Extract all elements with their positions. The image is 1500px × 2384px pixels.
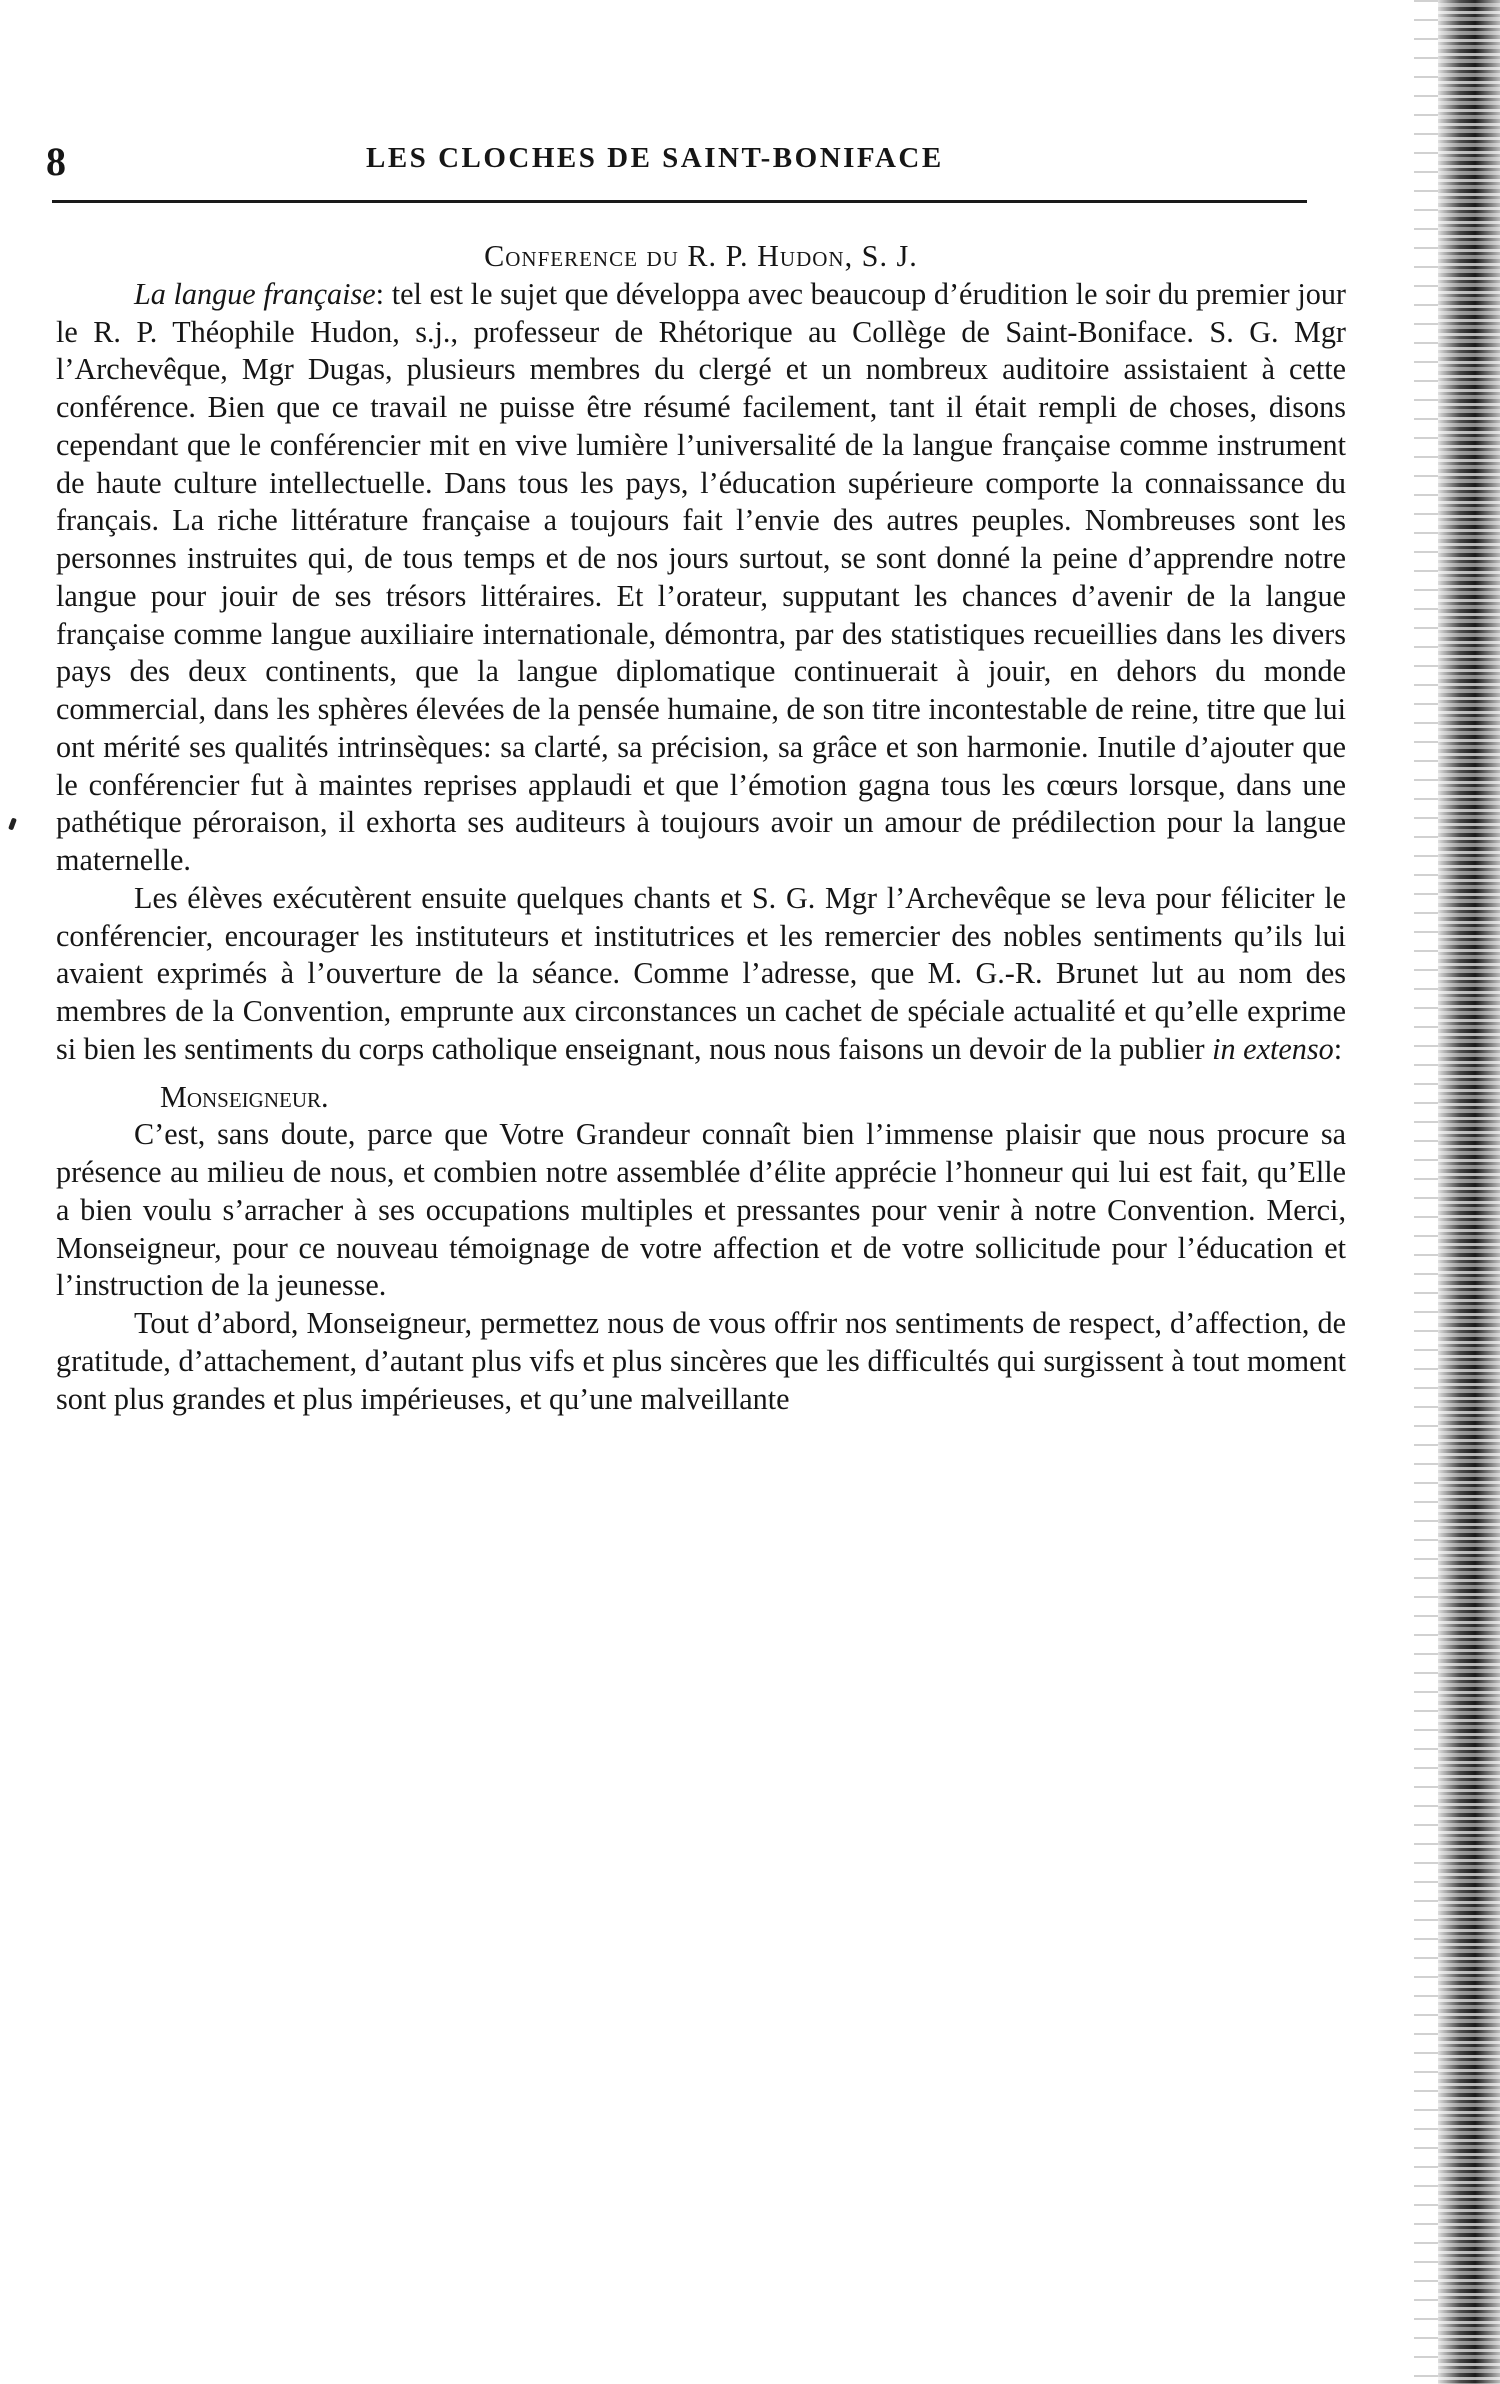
body-text <box>56 238 1346 1418</box>
letter-paragraph: C’est, sans doute, parce que Votre Grandeur connaît bien l’immense plaisir que nous procure sa présence au milieu de nous, et combien notre assemblée d’élite apprécie l’honneur qui lui est fait, qu’Elle a bien voulu s’arracher à ses occupations multiples et pressantes pour venir à notre Convention. Merci, Monseigneur, pour ce nouveau témoignage de votre affection et de votre sollicitude pour l’éducation et l’instruction de la jeunesse. <box>56 1117 1346 1303</box>
book-binding-edge <box>1438 0 1500 2384</box>
page-number: 8 <box>46 139 66 184</box>
binding-shadow <box>1414 0 1438 2384</box>
paragraph-trail-italic: in extenso <box>1212 1031 1334 1066</box>
letter-salutation: Monseigneur. <box>160 1079 329 1114</box>
paragraph-text: : tel est le sujet que développa avec beaucoup d’érudition le soir du premier jour le R. P. Théophile Hudon, s.j., professeur de Rhétorique au Collège de Saint-Boniface. S. G. Mgr l’Archevêque, Mgr Dugas, plusieurs membres du clergé et un nombreux auditoire assistaient à cette conférence. Bien que ce travail ne puisse être résumé facilement, tant il était rempli de choses, disons cependant que le conférencier mit en vive lumière l’universalité de la langue française comme instrument de haute culture intellectuelle. Dans tous les pays, l’éducation supérieure comporte la connaissance du français. La riche littérature française a toujours fait l’envie des autres peuples. Nombreuses sont les personnes instruites qui, de tous temps et de nos jours surtout, se sont donné la peine d’apprendre notre langue pour jouir de ses trésors littéraires. Et l’orateur, supputant les chances d’avenir de la langue française comme langue auxiliaire internationale, démontra, par des statistiques recueillies dans les divers pays des deux continents, que la langue diplomatique continuerait à jouir, en dehors du monde commercial, dans les sphères élevées de la pensée humaine, de son titre incontestable de reine, titre que lui ont mérité ses qualités intrinsèques: sa clarté, sa précision, sa grâce et son harmonie. Inutile d’ajouter que le conférencier fut à maintes reprises applaudi et que l’émotion gagna tous les cœurs lorsque, dans une pathétique péroraison, il exhorta ses auditeurs à toujours avoir un amour de prédilection pour la langue maternelle. <box>56 276 1346 877</box>
paragraph-archbishop <box>56 880 1346 1069</box>
ink-speck <box>8 818 17 831</box>
paragraph-conference <box>56 276 1346 880</box>
running-header <box>46 138 1306 186</box>
paragraph-text: Les élèves exécutèrent ensuite quelques chants et S. G. Mgr l’Archevêque se leva pour féliciter le conférencier, encourager les instituteurs et institutrices et les remercier des nobles sentiments qu’ils lui avaient exprimés à l’ouverture de la séance. Comme l’adresse, que M. G.-R. Brunet lut au nom des membres de la Convention, emprunte aux circonstances un cachet de spéciale actualité et qu’elle exprime si bien les sentiments du corps catholique enseignant, nous nous faisons un devoir de la publier <box>56 880 1346 1066</box>
running-title: LES CLOCHES DE SAINT-BONIFACE <box>366 142 944 174</box>
header-rule <box>52 200 1307 203</box>
paragraph-lead-italic: La langue française <box>134 276 376 311</box>
paragraph-trail: : <box>1333 1031 1343 1066</box>
letter-paragraph: Tout d’abord, Monseigneur, permettez nous de vous offrir nos sentiments de respect, d’affection, de gratitude, d’attachement, d’autant plus vifs et plus sincères que les difficultés qui surgissent à tout moment sont plus grandes et plus impérieuses, et qu’une malveillante <box>56 1306 1346 1416</box>
section-heading: Conference du R. P. Hudon, S. J. <box>484 239 918 273</box>
